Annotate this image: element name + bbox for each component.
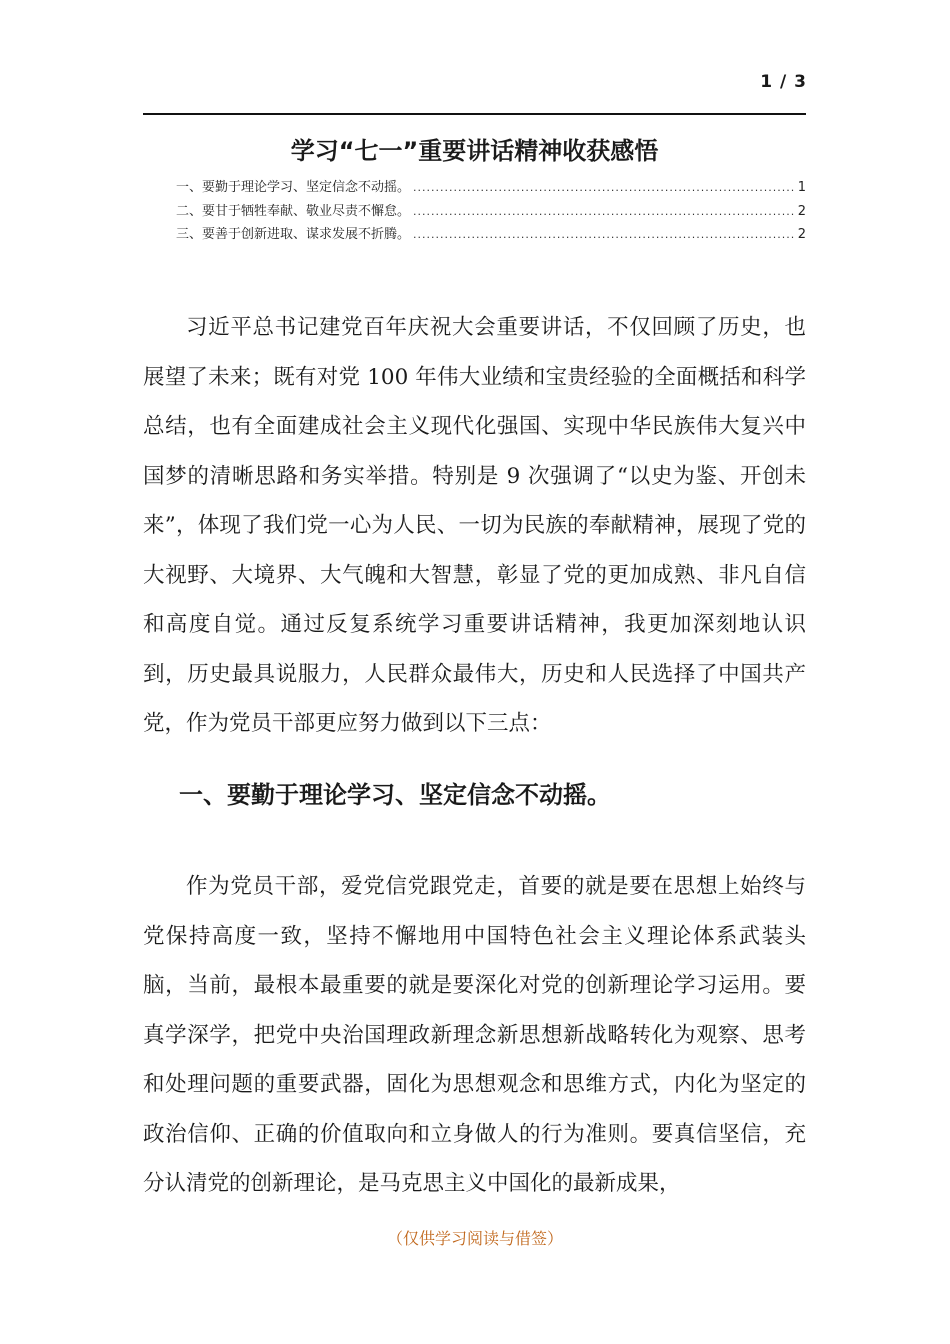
toc-entry-label: 二、要甘于牺牲奉献、敬业尽责不懈怠。 [176,203,411,219]
toc-entry[interactable] [176,176,806,200]
toc-entry[interactable] [176,200,806,224]
footer-disclaimer: （仅供学习阅读与借签） [386,1229,563,1248]
section-heading: 一、要勤于理论学习、坚定信念不动摇。 [179,781,611,809]
toc-dot-leader [413,223,795,247]
document-title: 学习“七一”重要讲话精神收获感悟 [290,137,659,165]
toc-entry-label: 一、要勤于理论学习、坚定信念不动摇。 [176,180,411,195]
toc-entry-page: 2 [797,203,806,219]
section-body-paragraph: 作为党员干部，爱党信党跟党走，首要的就是要在思想上始终与党保持高度一致，坚持不懈地用中国特色社会主义理论体系武装头脑，当前，最根本最重要的就是要深化对党的创新理论学习运用。要真学深学，把党中央治国理政新理念新思想新战略转化为观察、思考和处理问题的重要武器，固化为思想观念和思维方式，内化为坚定的政治信仰、正确的价值取向和立身做人的行为准则。要真信坚信，充分认清党的创新理论，是马克思主义中国化的最新成果， [143,874,806,1196]
table-of-contents [176,176,806,247]
toc-dot-leader [413,200,795,224]
toc-entry-page: 2 [797,227,806,242]
header-divider [143,113,806,115]
intro-paragraph: 习近平总书记建党百年庆祝大会重要讲话，不仅回顾了历史，也展望了未来；既有对党 100 年伟大业绩和宝贵经验的全面概括和科学总结，也有全面建成社会主义现代化强国、实现中华民族伟大复兴中国梦的清晰思路和务实举措。特别是 9 次强调了“以史为鉴、开创未来”，体现了我们党一心为人民、一切为民族的奉献精神，展现了党的大视野、大境界、大气魄和大智慧，彰显了党的更加成熟、非凡自信和高度自觉。通过反复系统学习重要讲话精神，我更加深刻地认识到，历史最具说服力，人民群众最伟大，历史和人民选择了中国共产党，作为党员干部更应努力做到以下三点： [143,315,806,736]
toc-dot-leader [413,176,795,200]
toc-entry[interactable] [176,223,806,247]
toc-entry-label: 三、要善于创新进取、谋求发展不折腾。 [176,227,411,242]
page-number: 1 / 3 [760,72,807,92]
toc-entry-page: 1 [797,180,806,195]
